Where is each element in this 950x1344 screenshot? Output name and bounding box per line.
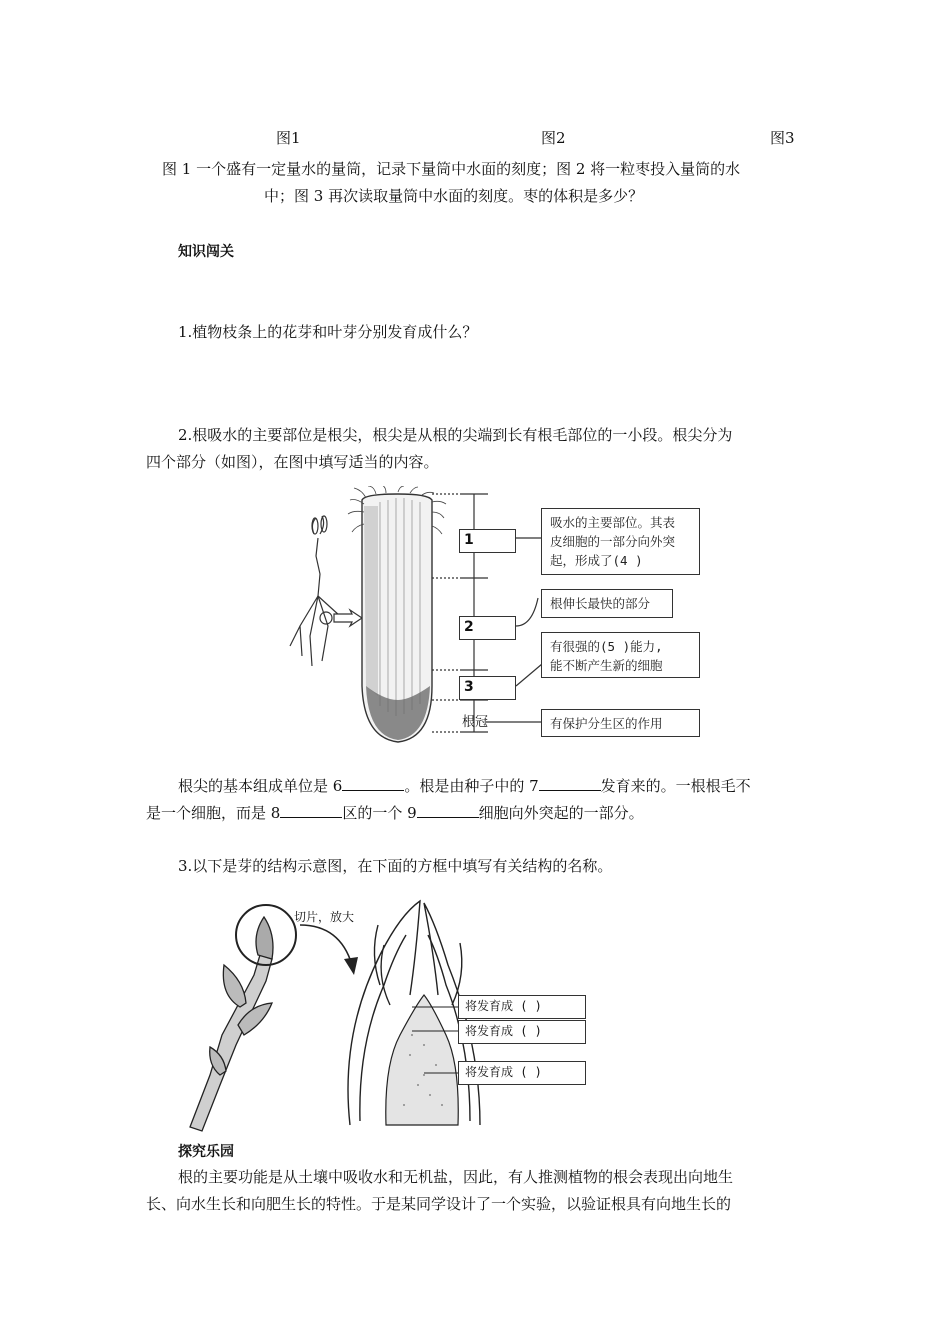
bud-box-1: 将发育成 ( ) — [458, 995, 586, 1019]
blank-7[interactable] — [539, 776, 601, 791]
fill-text-1b: 。根是由种子中的 7 — [404, 777, 539, 795]
figure-label-2: 图2 — [541, 129, 566, 147]
question-2-line-2: 四个部分（如图），在图中填写适当的内容。 — [146, 453, 439, 471]
root-desc-1-line-3: 起，形成了(4 ) — [550, 553, 643, 568]
root-zone-box-3: 3 — [459, 676, 516, 700]
explore-line-2: 长、向水生长和向肥生长的特性。于是某同学设计了一个实验，以验证根具有向地生长的 — [146, 1195, 732, 1213]
figure-label-1: 图1 — [276, 129, 301, 147]
root-desc-box-2: 根伸长最快的部分 — [541, 589, 673, 618]
bud-box-3: 将发育成 ( ) — [458, 1061, 586, 1085]
root-desc-1-line-1: 吸水的主要部位。其表 — [550, 515, 676, 530]
fill-text-1c: 发育来的。一根根毛不 — [600, 777, 751, 795]
root-zone-box-1: 1 — [459, 529, 516, 553]
blank-8[interactable] — [280, 803, 342, 818]
fill-text-2c: 细胞向外突起的一部分。 — [478, 804, 644, 822]
caption-line-2: 中；图 3 再次读取量筒中水面的刻度。枣的体积是多少？ — [264, 187, 644, 205]
explore-line-1: 根的主要功能是从土壤中吸收水和无机盐，因此，有人推测植物的根会表现出向地生 — [178, 1168, 734, 1186]
root-desc-3-line-2: 能不断产生新的细胞 — [550, 658, 663, 673]
bud-annotation: 切片，放大 — [294, 910, 355, 924]
section-title-knowledge: 知识闯关 — [178, 244, 234, 260]
root-cap-label: 根冠 — [462, 715, 489, 730]
question-1: 1.植物枝条上的花芽和叶芽分别发育成什么？ — [178, 323, 478, 341]
root-desc-1-line-2: 皮细胞的一部分向外突 — [550, 534, 676, 549]
figure-label-3: 图3 — [770, 129, 795, 147]
fill-text-1a: 根尖的基本组成单位是 6 — [178, 777, 343, 795]
root-desc-3-line-1: 有很强的(5 )能力, — [550, 639, 663, 654]
blank-9[interactable] — [417, 803, 479, 818]
fill-line-2 — [146, 799, 644, 827]
fill-line-1 — [178, 772, 751, 800]
question-3: 3.以下是芽的结构示意图，在下面的方框中填写有关结构的名称。 — [178, 857, 613, 875]
root-zone-box-2: 2 — [459, 616, 516, 640]
root-desc-box-cap: 有保护分生区的作用 — [541, 709, 700, 737]
blank-6[interactable] — [342, 776, 404, 791]
section-title-explore: 探究乐园 — [178, 1144, 234, 1160]
question-2-line-1: 2.根吸水的主要部位是根尖，根尖是从根的尖端到长有根毛部位的一小段。根尖分为 — [178, 426, 733, 444]
root-desc-box-3 — [541, 632, 700, 678]
fill-text-2b: 区的一个 9 — [342, 804, 417, 822]
root-desc-box-1 — [541, 508, 700, 575]
fill-text-2a: 是一个细胞，而是 8 — [146, 804, 281, 822]
caption-line-1: 图 1 一个盛有一定量水的量筒，记录下量筒中水面的刻度；图 2 将一粒枣投入量筒的水 — [162, 160, 741, 178]
bud-box-2: 将发育成 ( ) — [458, 1020, 586, 1044]
